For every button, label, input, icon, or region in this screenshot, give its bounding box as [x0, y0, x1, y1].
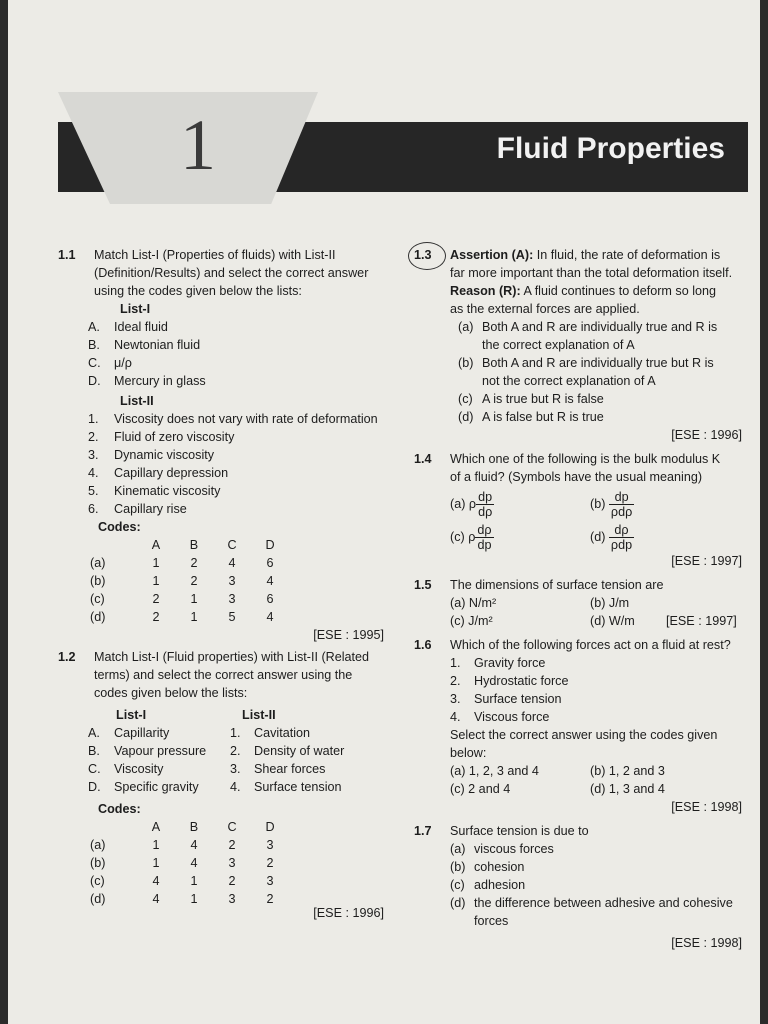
option-d: (d) W/m [590, 614, 635, 628]
table-row: (c) 4 1 2 3 [90, 874, 274, 888]
question-stem-line: codes given below the lists: [94, 686, 248, 700]
option-d: (d) the difference between adhesive and cohesive [450, 896, 733, 910]
question-1-2 [58, 648, 388, 922]
list-item: 5. Kinematic viscosity [88, 484, 221, 498]
list-2-title: List-II [120, 394, 154, 408]
list-item: 1. Gravity force [450, 656, 546, 670]
match-row: B. Vapour pressure 2. Density of water [88, 744, 345, 758]
question-1-4: 1.4 Which one of the following is the bulk modulus K of a fluid? (Symbols have the usual meaning) (a) ρ $\frac{dp}{d\rho}$ (b) $\frac{dp}{\text{ρdρ}}$ (c) ρ $\frac{d\rho}{dp}$ (d) $\frac{d\rho}{\text{ρdp}}$ [ESE : 1997] [414, 452, 742, 568]
exam-reference: [ESE : 1997] [671, 554, 742, 568]
assertion-label: Assertion (A): [450, 248, 534, 262]
exam-reference: [ESE : 1996] [671, 428, 742, 442]
list-item: 3. Surface tension [450, 692, 562, 706]
option-c: (c) J/m² [450, 614, 493, 628]
question-1-5: 1.5 The dimensions of surface tension are (a) N/m² (b) J/m (c) J/m² (d) W/m [ESE : 1997] [414, 578, 737, 628]
option-c: (c) ρ $\frac{d\rho}{dp}$ [450, 523, 492, 552]
list-item: 3. Dynamic viscosity [88, 448, 215, 462]
codes-table: A B C D (a) 1 4 2 3 (b) 1 4 3 2 (c) 4 1 2 3 (d) 4 1 3 2 [90, 818, 282, 908]
list-item: 4. Viscous force [450, 710, 550, 724]
table-row: (d) 2 1 5 4 [90, 610, 274, 624]
option-a: (a) N/m² [450, 596, 497, 610]
list-item: 1. Viscosity does not vary with rate of deformation [88, 412, 378, 426]
codes-label: Codes: [98, 802, 141, 816]
question-number: 1.5 [414, 578, 432, 592]
option-a: (a) Both A and R are individually true and R is [458, 320, 718, 334]
question-number: 1.2 [58, 650, 76, 664]
list-item: D. Mercury in glass [88, 374, 206, 388]
table-row: (c) 2 1 3 6 [90, 592, 274, 606]
exam-reference: [ESE : 1996] [313, 906, 384, 920]
list-item: A. Ideal fluid [88, 320, 168, 334]
question-stem-line: using the codes given below the lists: [94, 284, 302, 298]
chapter-title: Fluid Properties [496, 132, 725, 165]
list-item: 4. Capillary depression [88, 466, 229, 480]
question-number: 1.1 [58, 248, 76, 262]
list-item: 2. Fluid of zero viscosity [88, 430, 235, 444]
option-b: (b) J/m [590, 596, 630, 610]
table-row: (b) 1 2 3 4 [90, 574, 274, 588]
codes-table: A B C D (a) 1 2 4 6 (b) 1 2 3 4 (c) 2 1 3 6 (d) 2 1 5 4 [90, 536, 282, 626]
match-row: C. Viscosity 3. Shear forces [88, 762, 326, 776]
exam-reference: [ESE : 1998] [671, 936, 742, 950]
option-d: (d) $\frac{d\rho}{\text{ρdp}}$ [590, 523, 633, 552]
exam-reference: [ESE : 1998] [671, 800, 742, 814]
list-item: 2. Hydrostatic force [450, 674, 569, 688]
option-c: (c) 2 and 4 [450, 782, 511, 796]
question-number: 1.6 [414, 638, 432, 652]
table-row: (a) 1 4 2 3 [90, 838, 274, 852]
question-stem-line: terms) and select the correct answer using the [94, 668, 353, 682]
exam-reference: [ESE : 1995] [313, 628, 384, 642]
table-row: (b) 1 4 3 2 [90, 856, 274, 870]
option-b: (b) $\frac{dp}{\text{ρdρ}}$ [590, 490, 633, 519]
question-stem-line: Match List-I (Fluid properties) with List-II (Related [94, 650, 370, 664]
list-item: C. μ/ρ [88, 356, 132, 370]
list-item: 6. Capillary rise [88, 502, 187, 516]
question-stem-line: Match List-I (Properties of fluids) with List-II [94, 248, 336, 262]
question-stem-line: (Definition/Results) and select the correct answer [94, 266, 369, 280]
table-row: (d) 4 1 3 2 [90, 892, 274, 906]
option-c: (c) adhesion [450, 878, 526, 892]
option-b: (b) 1, 2 and 3 [590, 764, 665, 778]
question-1-1 [58, 246, 388, 644]
option-d: (d) A is false but R is true [458, 410, 604, 424]
option-a: (a) 1, 2, 3 and 4 [450, 764, 539, 778]
option-d: (d) 1, 3 and 4 [590, 782, 665, 796]
list-1-title: List-I [120, 302, 151, 316]
left-column [58, 246, 388, 922]
question-number: 1.7 [414, 824, 432, 838]
question-number: 1.3 [414, 248, 432, 262]
option-c: (c) A is true but R is false [458, 392, 604, 406]
list-titles: List-I List-II [116, 708, 276, 722]
option-a: (a) ρ $\frac{dp}{d\rho}$ [450, 490, 493, 519]
list-item: B. Newtonian fluid [88, 338, 201, 352]
chapter-number: 1 [180, 105, 216, 185]
codes-label: Codes: [98, 520, 141, 534]
question-1-3: 1.3 Assertion (A): In fluid, the rate of deformation is far more important than the total deformation itself. Reason (R): A fluid continues to deform so long as the external forces are applied. (a) Both A and R are individually true and R is the correct explanation of A (b) Both A and R are individually true but R is not the correct explanation of A (c) A is true but R is false (d) A is false but R is true [ESE : 1996] [414, 248, 742, 442]
right-column [414, 246, 742, 952]
match-row: D. Specific gravity 4. Surface tension [88, 780, 342, 794]
exam-reference: [ESE : 1997] [666, 614, 737, 628]
match-row: A. Capillarity 1. Cavitation [88, 726, 311, 740]
table-row: (a) 1 2 4 6 [90, 556, 274, 570]
question-1-7: 1.7 Surface tension is due to (a) viscous forces (b) cohesion (c) adhesion (d) the difference between adhesive and cohesive forces [ESE : 1998] [414, 824, 742, 950]
option-b: (b) cohesion [450, 860, 525, 874]
option-b: (b) Both A and R are individually true but R is [458, 356, 714, 370]
question-1-6: 1.6 Which of the following forces act on a fluid at rest? 1. Gravity force 2. Hydrostatic force 3. Surface tension 4. Viscous force Select the correct answer using the codes given below: (a) 1, 2, 3 and 4 (b) 1, 2 and 3 (c) 2 and 4 (d) 1, 3 and 4 [ESE : 1998] [414, 638, 742, 814]
book-page [8, 0, 760, 1024]
reason-label: Reason (R): [450, 284, 521, 298]
question-number: 1.4 [414, 452, 432, 466]
option-a: (a) viscous forces [450, 842, 554, 856]
